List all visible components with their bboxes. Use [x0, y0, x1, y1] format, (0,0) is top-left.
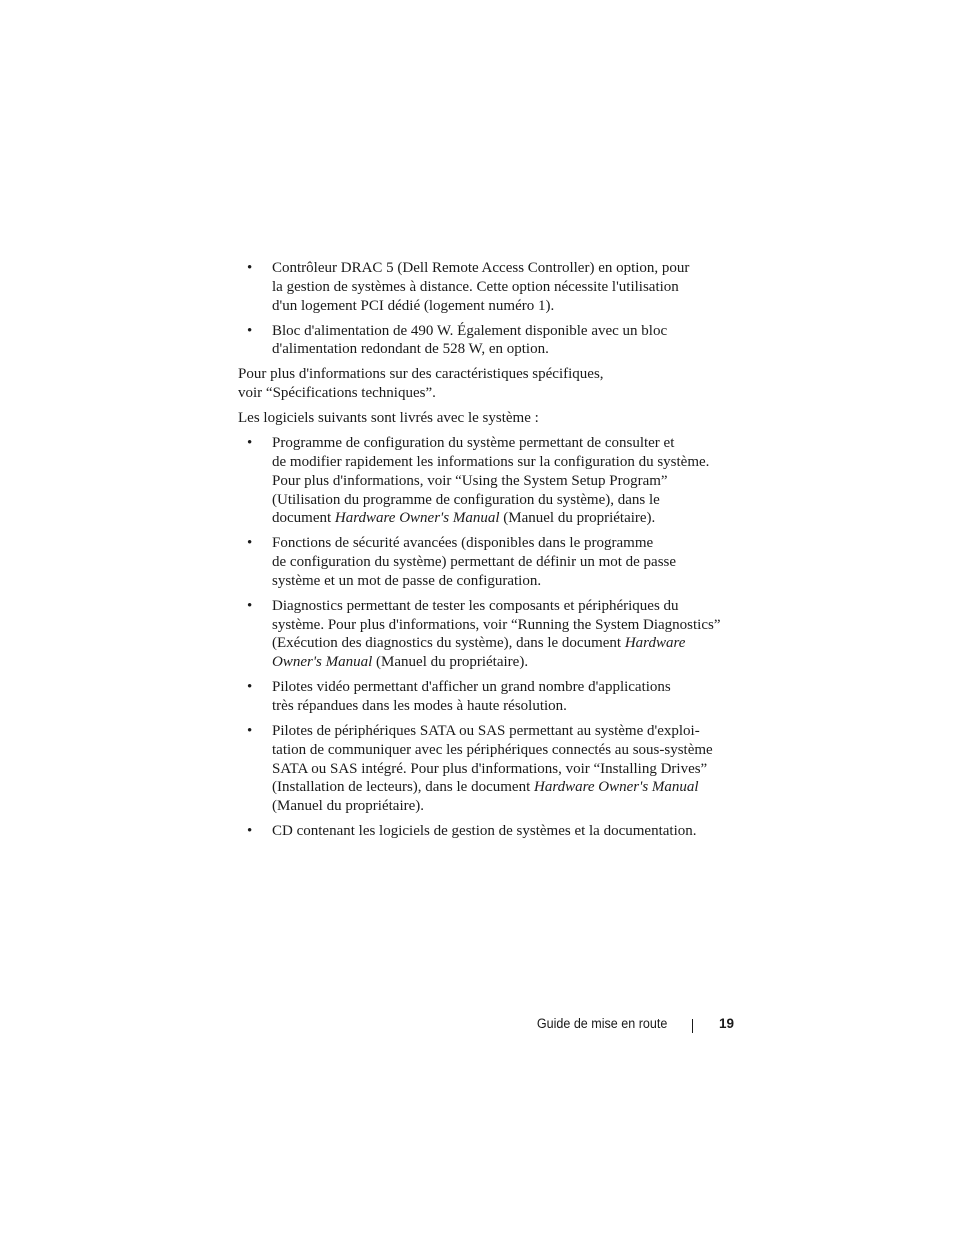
text-line: très répandues dans les modes à haute résolution.	[272, 698, 567, 715]
footer-divider	[692, 1019, 693, 1033]
list-item-power-supply	[238, 322, 738, 360]
manual-title: Hardware Owner's Manual	[334, 510, 500, 527]
manual-title: Owner's Manual	[272, 654, 373, 671]
text-line: Pilotes de périphériques SATA ou SAS permettant au système d'exploi-	[272, 723, 700, 740]
text-line: Diagnostics permettant de tester les composants et périphériques du	[272, 597, 679, 614]
list-item-storage-drivers	[238, 722, 738, 816]
manual-title: Hardware	[624, 635, 686, 652]
text-line	[272, 634, 738, 653]
text-line: voir “Spécifications techniques”.	[238, 385, 436, 402]
text-segment: (Installation de lecteurs), dans le document	[272, 779, 534, 796]
text-line: SATA ou SAS intégré. Pour plus d'informations, voir “Installing Drives”	[272, 760, 708, 777]
text-line: (Utilisation du programme de configuration du système), dans le	[272, 491, 660, 508]
list-item-cd	[238, 822, 738, 841]
text-line: la gestion de systèmes à distance. Cette option nécessite l'utilisation	[272, 278, 679, 295]
list-item-setup-program	[238, 434, 738, 528]
paragraph-software-intro	[238, 409, 738, 428]
page-content	[238, 259, 738, 847]
bullet-marker: •	[247, 597, 253, 614]
text-segment: (Exécution des diagnostics du système), dans le document	[272, 635, 625, 652]
text-segment: (Manuel du propriétaire).	[499, 510, 656, 527]
bullet-marker: •	[247, 435, 253, 452]
list-item-drac5	[238, 259, 738, 315]
manual-title: Hardware Owner's Manual	[534, 779, 699, 796]
text-line: Les logiciels suivants sont livrés avec le système :	[238, 410, 539, 427]
bullet-marker: •	[247, 260, 253, 276]
bullet-marker: •	[247, 322, 253, 339]
text-line: de configuration du système) permettant de définir un mot de passe	[272, 554, 677, 571]
text-line: Pilotes vidéo permettant d'afficher un grand nombre d'applications	[272, 679, 671, 696]
text-segment: (Manuel du propriétaire).	[372, 654, 529, 671]
list-item-diagnostics	[238, 597, 738, 672]
list-item-video-drivers	[238, 678, 738, 716]
hardware-feature-list	[238, 259, 738, 359]
software-list	[238, 434, 738, 841]
text-line: Fonctions de sécurité avancées (disponibles dans le programme	[272, 535, 654, 552]
text-line: Bloc d'alimentation de 490 W. Également disponible avec un bloc	[272, 322, 668, 339]
footer-guide-title: Guide de mise en route	[536, 1016, 667, 1031]
text-line: Programme de configuration du système permettant de consulter et	[272, 435, 675, 452]
text-line: (Manuel du propriétaire).	[272, 798, 425, 815]
text-line: d'un logement PCI dédié (logement numéro 1).	[272, 297, 555, 314]
text-line: d'alimentation redondant de 528 W, en option.	[272, 341, 549, 358]
text-line: tation de communiquer avec les périphériques connectés au sous-système	[272, 741, 713, 758]
text-line	[272, 509, 738, 528]
bullet-marker: •	[247, 823, 253, 840]
page-number: 19	[719, 1016, 735, 1031]
bullet-marker: •	[247, 679, 253, 696]
text-line	[272, 778, 738, 797]
bullet-marker: •	[247, 723, 253, 740]
text-line	[272, 653, 738, 672]
text-line: Pour plus d'informations, voir “Using the System Setup Program”	[272, 472, 668, 489]
list-item-security	[238, 534, 738, 590]
text-line: système et un mot de passe de configuration.	[272, 572, 542, 589]
text-line: système. Pour plus d'informations, voir “Running the System Diagnostics”	[272, 616, 721, 633]
text-line: CD contenant les logiciels de gestion de systèmes et la documentation.	[272, 823, 697, 840]
bullet-marker: •	[247, 535, 253, 552]
text-line: Pour plus d'informations sur des caractéristiques spécifiques,	[238, 366, 604, 383]
paragraph-more-info	[238, 365, 738, 403]
text-line: Contrôleur DRAC 5 (Dell Remote Access Controller) en option, pour	[272, 260, 690, 276]
text-segment: document	[272, 510, 335, 527]
page-footer	[0, 1015, 954, 1035]
text-line: de modifier rapidement les informations sur la configuration du système.	[272, 453, 710, 470]
